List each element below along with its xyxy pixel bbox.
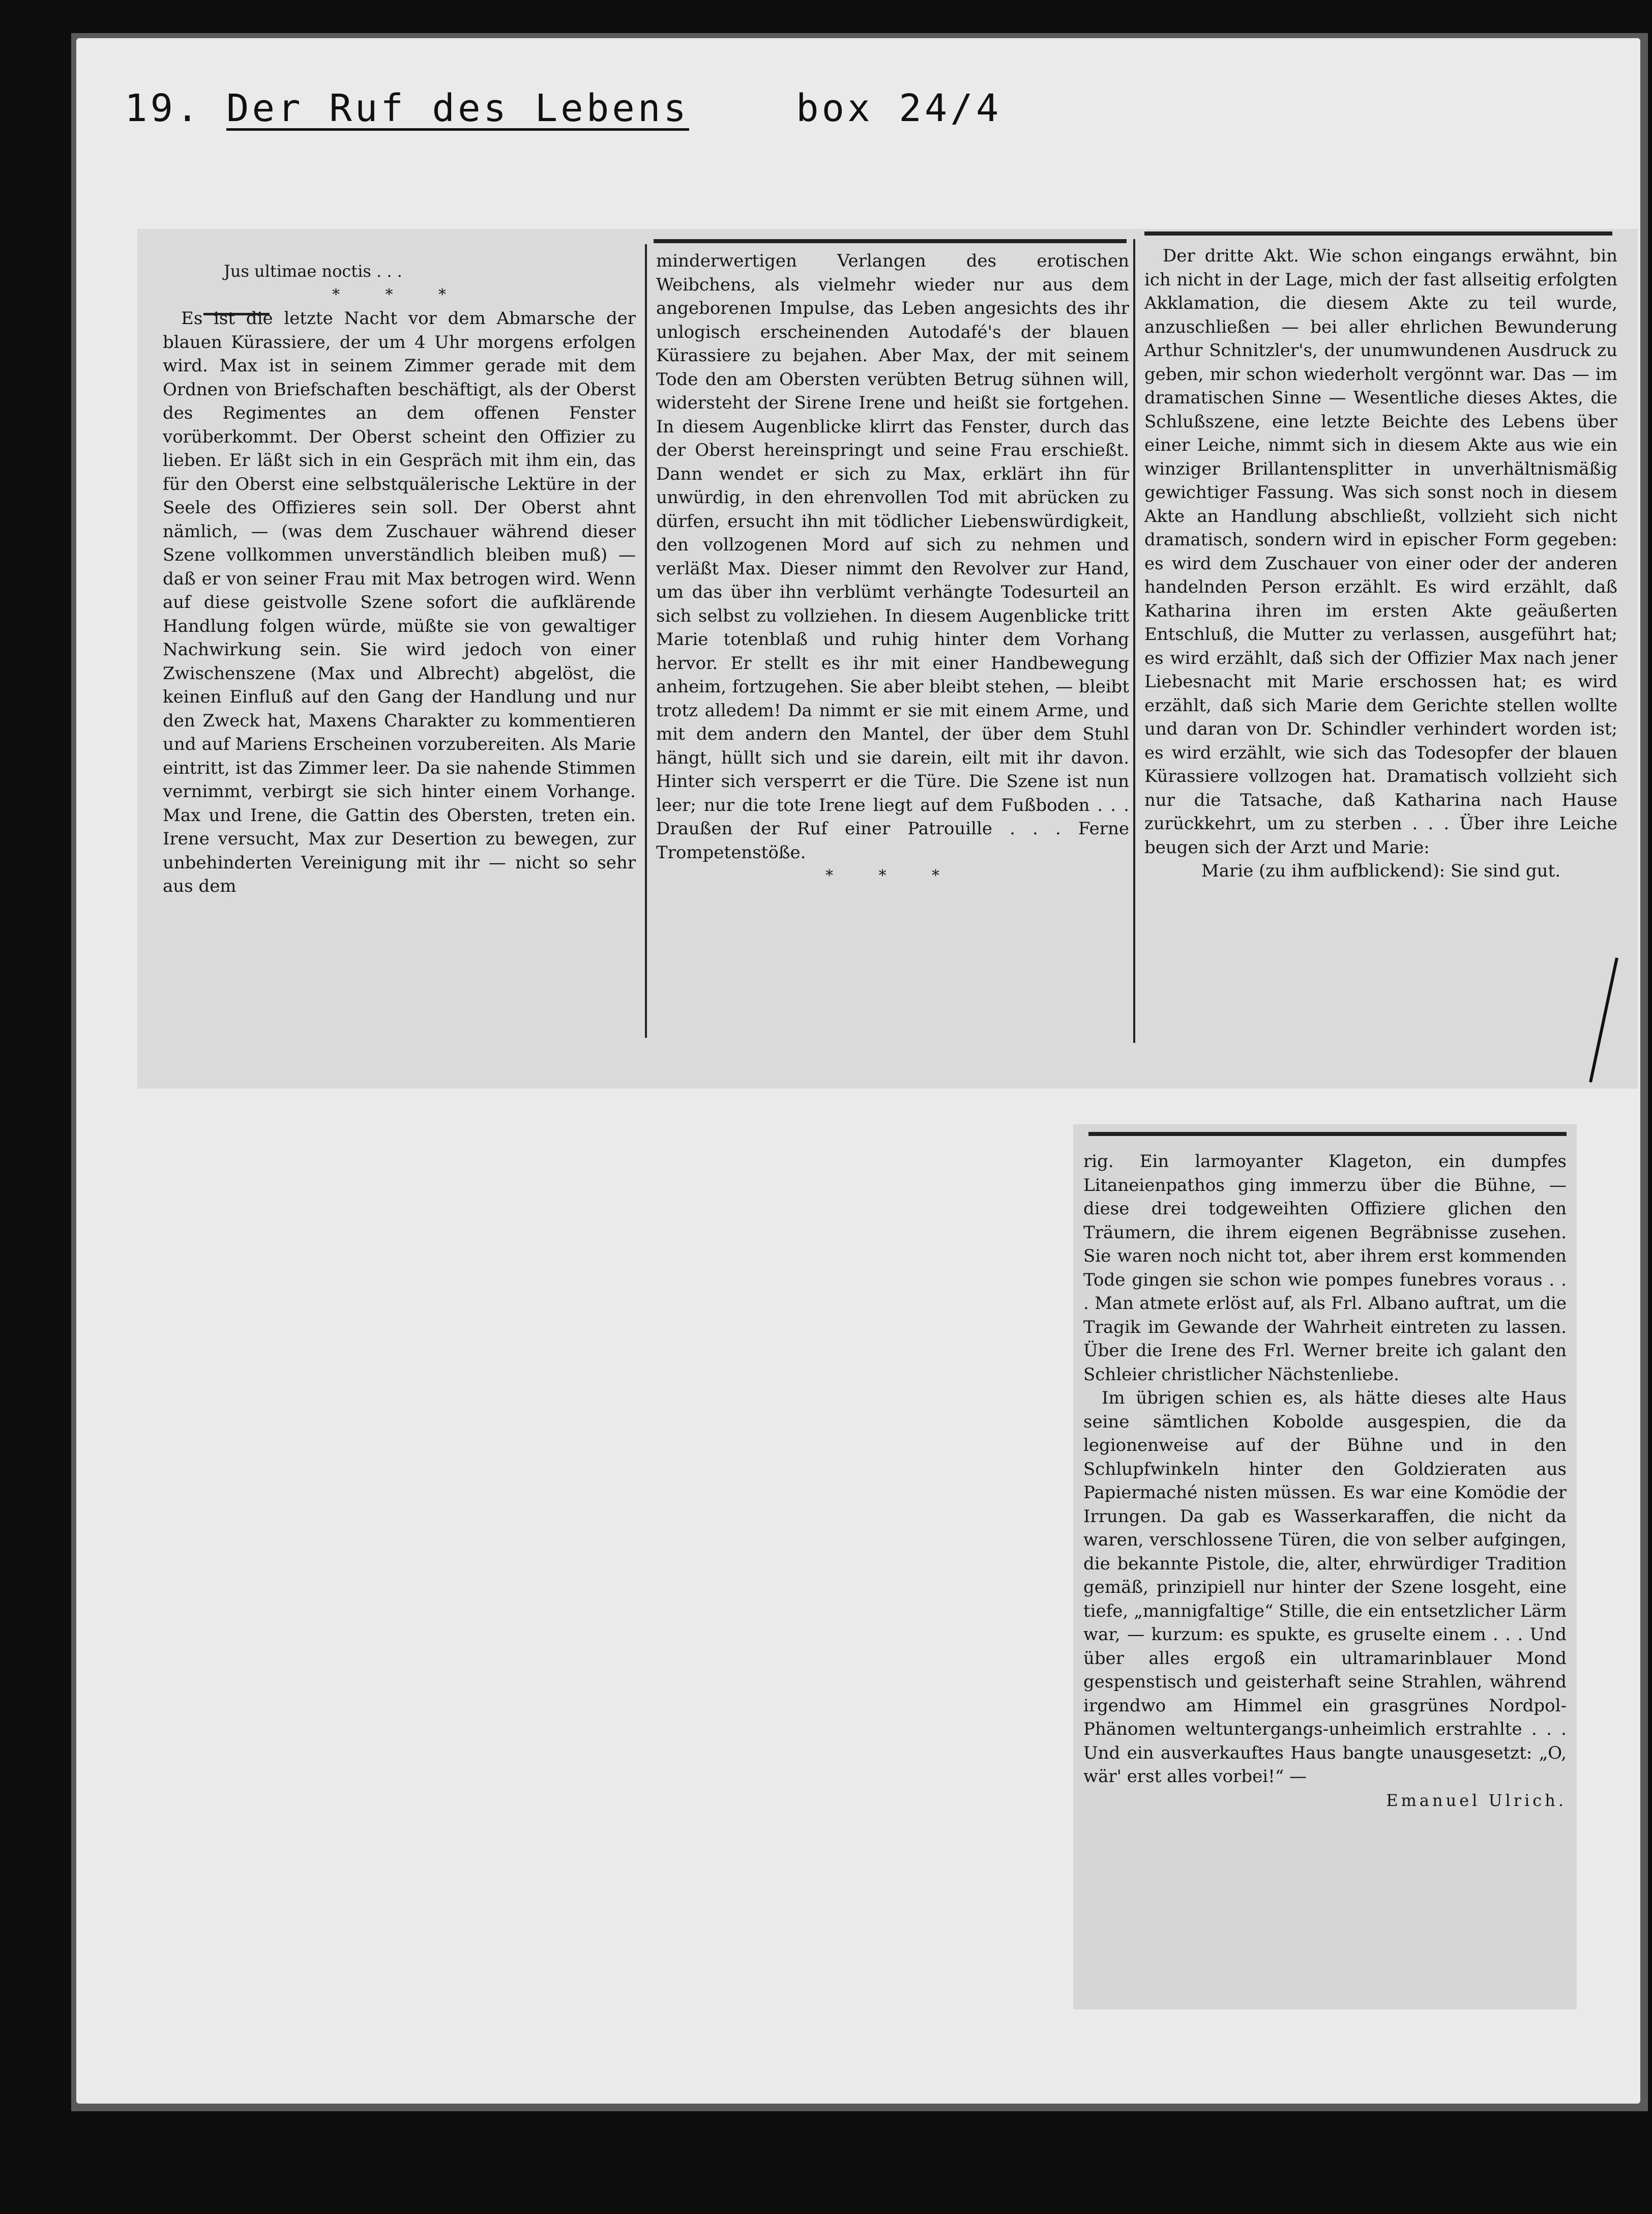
separator-stars: * * * xyxy=(332,285,467,304)
column-divider-1 xyxy=(645,244,647,1038)
column-2-end-stars: * * * xyxy=(825,867,960,885)
author-signature: Emanuel Ulrich. xyxy=(1386,1790,1567,1810)
article-column-2 xyxy=(656,249,1129,1043)
column-3-quote: Marie (zu ihm aufblickend): Sie sind gut. xyxy=(1201,861,1561,881)
continuation-paragraph-1: rig. Ein larmoyanter Klageton, ein dumpfes Litaneienpathos ging immerzu über die Bühne, — diese drei todgeweihten Offiziere glichen den Träumern, die ihrem eigenen Begräbnisse zusehen. Sie waren noch nicht tot, aber ihrem erst kommenden Tode gingen sie schon wie pompes funebres voraus . . . Man atmete erlöst auf, als Frl. Albano auftrat, um die Tragik im Gewande der Wahrheit eintreten zu lassen. Über die Irene des Frl. Werner breite ich galant den Schleier christlicher Nächstenliebe. xyxy=(1083,1151,1567,1385)
article-continuation xyxy=(1083,1150,1567,2004)
box-label: box 24/4 xyxy=(796,86,1002,130)
article-heading: Jus ultimae noctis . . . xyxy=(224,261,402,281)
column-1-text: Es ist die letzte Nacht vor dem Abmarsche der blauen Kürassiere, der um 4 Uhr morgens erfolgen wird. Max ist in seinem Zimmer gerade mit dem Ordnen von Briefschaften beschäftigt, als der Oberst des Regimentes an dem offenen Fenster vorüberkommt. Der Oberst scheint den Offizier zu lieben. Er läßt sich in ein Gespräch mit ihm ein, das für den Oberst eine selbstquälerische Lektüre in der Seele des Offizieres sein soll. Der Oberst ahnt nämlich, — (was dem Zuschauer während dieser Szene vollkommen unverständlich bleiben muß) — daß er von seiner Frau mit Max betrogen wird. Wenn auf diese geistvolle Szene sofort die aufklärende Handlung folgen würde, müßte sie von gewaltiger Nachwirkung sein. Sie wird jedoch von einer Zwischenszene (Max und Albrecht) abgelöst, die keinen Einfluß auf den Gang der Handlung und nur den Zweck hat, Maxens Charakter zu kommentieren und auf Mariens Erscheinen vorzubereiten. Als Marie eintritt, ist das Zimmer leer. Da sie nahende Stimmen vernimmt, verbirgt sie sich hinter einem Vorhange. Max und Irene, die Gattin des Obersten, treten ein. Irene versucht, Max zur Desertion zu bewegen, zur unbehinderten Vereinigung mit ihr — nicht so sehr aus dem xyxy=(163,308,636,896)
article-column-3 xyxy=(1144,244,1617,1058)
folder-title: Der Ruf des Lebens xyxy=(226,86,689,130)
column-divider-2 xyxy=(1133,239,1135,1043)
article-column-1 xyxy=(163,259,636,1058)
folder-number: 19. xyxy=(125,86,202,130)
column-rule-top-3 xyxy=(1144,231,1612,236)
continuation-paragraph-2: Im übrigen schien es, als hätte dieses alte Haus seine sämtlichen Kobolde ausgespien, die da legionenweise auf der Bühne und in den Schlupfwinkeln hinter den Goldzieraten aus Papiermaché nisten müssen. Es war eine Komödie der Irrungen. Da gab es Wasserkaraffen, die nicht da waren, verschlossene Türen, die von selber aufgingen, die bekannte Pistole, die, alter, ehrwürdiger Tradition gemäß, prinzipiell nur hinter der Szene losgeht, eine tiefe, „mannigfaltige“ Stille, die ein entsetzlicher Lärm war, — kurzum: es spukte, es gruselte einem . . . Und über alles ergoß ein ultramarinblauer Mond gespenstisch und geisterhaft seine Strahlen, während irgendwo am Himmel ein grasgrünes Nordpol-Phänomen weltuntergangs-unheimlich erstrahlte . . . Und ein ausverkauftes Haus bangte unausgesetzt: „O, wär' erst alles vorbei!“ — xyxy=(1083,1388,1567,1787)
column-rule-top-2 xyxy=(654,239,1127,243)
column-2-text: minderwertigen Verlangen des erotischen Weibchens, als vielmehr wieder nur aus dem angeborenen Impulse, das Leben angesichts des ihr unlogisch erscheinenden Autodafé's der blauen Kürassiere zu bejahen. Aber Max, der mit seinem Tode den am Obersten verübten Betrug sühnen will, widersteht der Sirene Irene und heißt sie fortgehen. In diesem Augenblicke klirrt das Fenster, durch das der Oberst hereinspringt und seine Frau erschießt. Dann wendet er sich zu Max, erklärt ihn für unwürdig, in den ehrenvollen Tod mit abrücken zu dürfen, ersucht ihn mit tödlicher Liebenswürdigkeit, den vollzogenen Mord auf sich zu nehmen und verläßt Max. Dieser nimmt den Revolver zur Hand, um das über ihn verblümt verhängte Todesurteil an sich selbst zu vollziehen. In diesem Augenblicke tritt Marie totenblaß und ruhig hinter dem Vorhang hervor. Er stellt es ihr mit einer Handbewegung anheim, fortzugehen. Sie aber bleibt stehen, — bleibt trotz alledem! Da nimmt er sie mit einem Arme, und mit dem andern den Mantel, der über dem Stuhl hängt, hüllt sich und sie darein, eilt mit ihr davon. Hinter sich versperrt er die Türe. Die Szene ist nun leer; nur die tote Irene liegt auf dem Fußboden . . . Draußen der Ruf einer Patrouille . . . Ferne Trompetenstöße. xyxy=(656,251,1129,863)
column-rule-bottom-clip xyxy=(1088,1132,1567,1136)
column-3-text: Der dritte Akt. Wie schon eingangs erwähnt, bin ich nicht in der Lage, mich der fast allseitig erfolgten Akklamation, die diesem Akte zu teil wurde, anzuschließen — bei aller ehrlichen Bewunderung Arthur Schnitzler's, der unumwundenen Ausdruck zu geben, mir schon wiederholt vergönnt war. Das — im dramatischen Sinne — Wesentliche dieses Aktes, die Schlußszene, eine letzte Beichte des Lebens über einer Leiche, nimmt sich in diesem Akte aus wie ein winziger Brillantensplitter in unverhältnismäßig gewichtiger Fassung. Was sich sonst noch in diesem Akte an Handlung abschließt, vollzieht sich nicht dramatisch, sondern wird in epischer Form gegeben: es wird dem Zuschauer von einer oder der anderen handelnden Person erzählt. Es wird erzählt, daß Katharina ihren im ersten Akte geäußerten Entschluß, die Mutter zu verlassen, ausgeführt hat; es wird erzählt, daß sich der Offizier Max nach jener Liebesnacht mit Marie erschossen hat; es wird erzählt, daß sich Marie dem Gerichte stellen wollte und daran von Dr. Schindler verhindert worden ist; es wird erzählt, wie sich das Todesopfer der blauen Kürassiere vollzogen hat. Dramatisch vollzieht sich nur die Tatsache, daß Katharina nach Hause zurückkehrt, um zu sterben . . . Über ihre Leiche beugen sich der Arzt und Marie: xyxy=(1144,246,1617,858)
